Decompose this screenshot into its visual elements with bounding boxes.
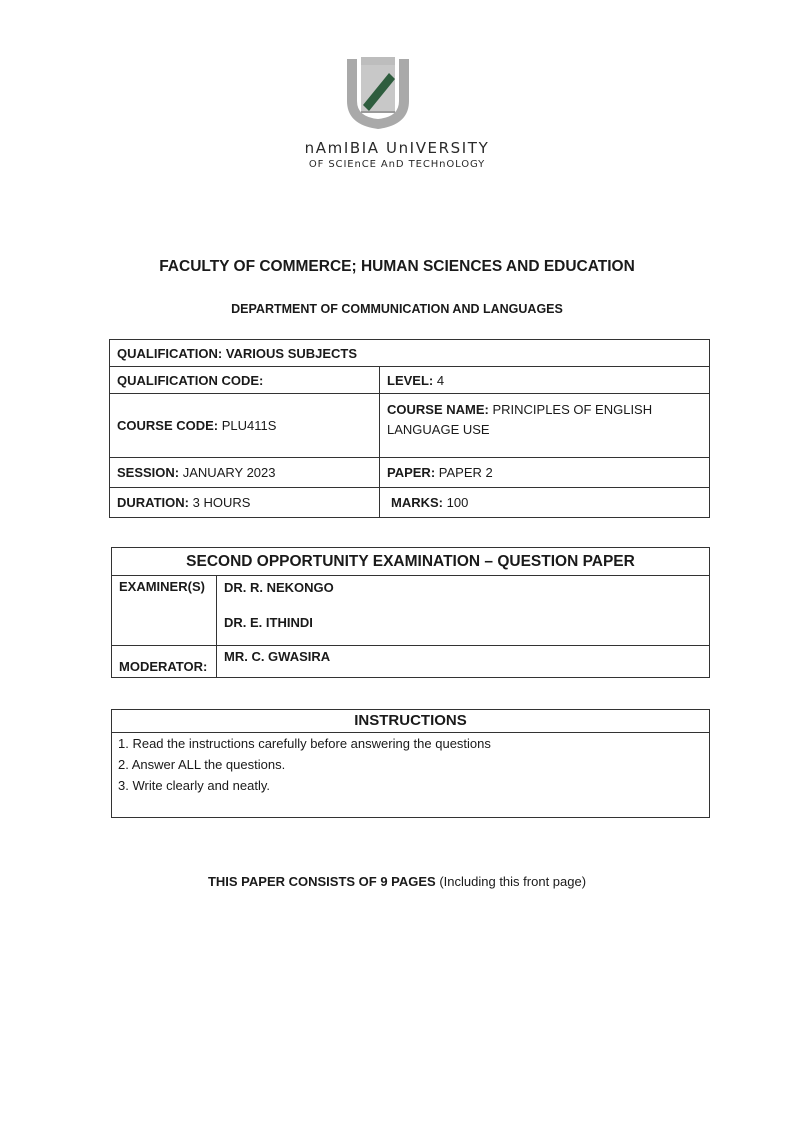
- university-subtitle: OF SCIEnCE AnD TECHnOLOGY: [308, 159, 486, 170]
- department-heading: DEPARTMENT OF COMMUNICATION AND LANGUAGES: [231, 302, 563, 316]
- university-name: nAmIBIA UnIVERSITY: [304, 139, 490, 157]
- exam-title-row: [112, 548, 710, 576]
- marks-cell: [380, 488, 710, 518]
- session-cell: [110, 458, 380, 488]
- marks-label: MARKS:: [391, 495, 443, 510]
- duration-label: DURATION:: [117, 495, 189, 510]
- qualification-value: VARIOUS SUBJECTS: [225, 345, 358, 361]
- qualification-code-label: QUALIFICATION CODE:: [117, 372, 264, 388]
- instruction-item: 3. Write clearly and neatly.: [118, 778, 270, 793]
- examination-table: [111, 547, 710, 678]
- page-count-rest: (Including this front page): [435, 874, 587, 889]
- instructions-title: INSTRUCTIONS: [112, 710, 709, 733]
- page-count-note: [0, 874, 794, 889]
- examiners-row: [112, 576, 710, 646]
- course-name-value-cont: LANGUAGE USE: [387, 422, 490, 437]
- course-name-value: PRINCIPLES OF ENGLISH: [492, 402, 653, 417]
- duration-cell: [110, 488, 380, 518]
- moderator-label: MODERATOR:: [112, 646, 217, 678]
- qualification-row: [110, 340, 710, 367]
- session-value: JANUARY 2023: [182, 465, 276, 480]
- level-value: 4: [436, 372, 445, 388]
- examiner-name: DR. R. NEKONGO: [224, 580, 334, 595]
- nust-shield-logo-icon: [339, 55, 417, 131]
- examiners-label: EXAMINER(S): [112, 576, 217, 646]
- course-row: [110, 394, 710, 458]
- session-paper-row: [110, 458, 710, 488]
- page-count-bold: THIS PAPER CONSISTS OF 9 PAGES: [207, 874, 436, 889]
- examiner-name: DR. E. ITHINDI: [224, 615, 313, 630]
- qualification-label: QUALIFICATION:: [117, 345, 223, 361]
- session-label: SESSION:: [117, 465, 180, 480]
- moderator-row: [112, 646, 710, 678]
- instructions-box: [111, 709, 710, 818]
- level-cell: [380, 367, 710, 394]
- instruction-item: 2. Answer ALL the questions.: [118, 757, 286, 772]
- paper-value: PAPER 2: [438, 465, 493, 480]
- exam-title: SECOND OPPORTUNITY EXAMINATION – QUESTION PAPER: [112, 548, 710, 576]
- instruction-item: 1. Read the instructions carefully before answering the questions: [118, 736, 491, 751]
- paper-cell: [380, 458, 710, 488]
- course-name-label: COURSE NAME:: [387, 402, 489, 417]
- qualification-code-cell: [110, 367, 380, 394]
- duration-value: 3 HOURS: [192, 495, 251, 510]
- paper-label: PAPER:: [387, 465, 436, 480]
- faculty-heading: FACULTY OF COMMERCE; HUMAN SCIENCES AND EDUCATION: [159, 258, 635, 275]
- level-label: LEVEL:: [387, 372, 434, 388]
- course-code-value: PLU411S: [221, 418, 277, 433]
- qualification-cell: [110, 340, 710, 367]
- moderator-name: MR. C. GWASIRA: [217, 646, 710, 678]
- course-code-label: COURSE CODE:: [117, 418, 219, 433]
- code-level-row: [110, 367, 710, 394]
- duration-marks-row: [110, 488, 710, 518]
- examiners-cell: [217, 576, 710, 646]
- instructions-list: [112, 733, 709, 796]
- course-name-cell: [380, 394, 710, 458]
- qualification-table: [109, 339, 710, 518]
- marks-value: 100: [446, 495, 469, 510]
- course-code-cell: [110, 394, 380, 458]
